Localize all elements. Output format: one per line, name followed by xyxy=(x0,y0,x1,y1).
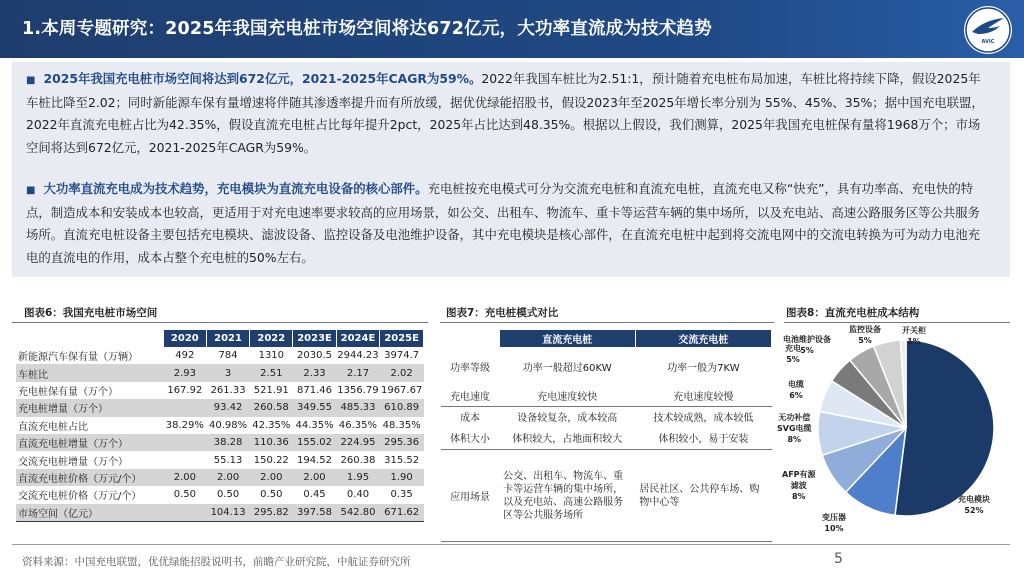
table-row xyxy=(441,407,772,427)
summary-box xyxy=(12,62,1010,277)
table-cell: 0.50 xyxy=(216,489,240,501)
table-cell: 784 xyxy=(218,350,238,362)
pie-label-text: 6% xyxy=(789,391,803,400)
pie-label-1 xyxy=(958,494,990,516)
table-cell: 0.35 xyxy=(390,489,413,501)
table-cell: 2.02 xyxy=(380,364,424,381)
pie-label-text: 电缆 xyxy=(788,380,804,389)
row-label: 体积大小 xyxy=(441,426,499,450)
table-cell: 261.33 xyxy=(210,384,246,396)
table-cell: 485.33 xyxy=(336,399,380,416)
table-row xyxy=(441,450,772,542)
table-cell: 194.52 xyxy=(297,454,333,466)
pie-label-text: 开关柜 xyxy=(902,326,926,335)
pie-label-text: 10% xyxy=(824,524,844,533)
pie-label-3 xyxy=(782,469,816,502)
table-cell: 260.58 xyxy=(250,399,293,416)
table-cell: 2944.23 xyxy=(337,350,379,362)
row-label: 交流充电桩增量（万个） xyxy=(18,456,128,468)
header-bar xyxy=(0,0,1024,58)
pie-label-text: 8% xyxy=(787,435,802,444)
pie-label-text: SVG电缆 xyxy=(777,424,812,433)
table-cell: 2.93 xyxy=(163,364,206,381)
table-cell: 93.42 xyxy=(206,399,249,416)
row-label: 车桩比 xyxy=(16,364,163,381)
row-label: 市场空间（亿元） xyxy=(16,504,163,522)
logo-text: AVIC xyxy=(981,39,995,45)
row-label: 成本 xyxy=(460,413,481,424)
table-cell: 2.51 xyxy=(250,364,293,381)
pie-label-text: 1% xyxy=(907,337,921,346)
table-header-cell: 2024E xyxy=(336,330,380,347)
footer-divider xyxy=(12,544,1010,545)
table-cell: 1.90 xyxy=(380,469,424,486)
pie-label-8 xyxy=(849,324,881,346)
pie-label-2 xyxy=(822,512,846,534)
table-cell: 设备较复杂，成本较高 xyxy=(517,413,618,424)
table-cell: 38.29% xyxy=(165,419,204,431)
pie-label-4 xyxy=(777,412,812,445)
table-cell: 44.35% xyxy=(295,419,334,431)
fig7-title: 图表7：充电桩模式对比 xyxy=(446,307,559,319)
fig8-title: 图表8：直流充电桩成本结构 xyxy=(786,307,920,319)
table-cell: 315.52 xyxy=(384,454,420,466)
table-cell: 349.55 xyxy=(293,399,336,416)
row-label: 功率等级 xyxy=(450,362,491,374)
pie-label-text: 无功补偿 xyxy=(778,413,811,422)
table-cell: 104.13 xyxy=(206,504,249,522)
table-row xyxy=(16,451,424,468)
summary-heading-2: 大功率直流充电成为技术趋势，充电模块为直流充电设备的核心部件。 xyxy=(43,181,428,196)
table-cell: 1.95 xyxy=(336,469,380,486)
summary-paragraph-2 xyxy=(26,178,986,269)
table-header-cell: 2023E xyxy=(293,330,336,347)
row-label: 充电桩保有量（万个） xyxy=(18,386,118,398)
page-number: 5 xyxy=(834,551,843,567)
table-header-cell: 直流充电桩 xyxy=(499,330,635,347)
table-cell: 42.35% xyxy=(252,419,291,431)
row-label: 直流充电桩价格（万元/个） xyxy=(16,469,163,486)
table-header-cell: 2021 xyxy=(206,330,249,347)
pie-label-text: 5% xyxy=(800,346,814,355)
pie-label-text: 电池维护设备 xyxy=(783,335,831,344)
table-cell: 0.45 xyxy=(303,489,326,501)
table-cell: 0.50 xyxy=(260,489,283,501)
table-header-cell: 2020 xyxy=(163,330,206,347)
table-row xyxy=(16,434,424,451)
table-cell: 55.13 xyxy=(213,454,243,466)
page-title: 1.本周专题研究：2025年我国充电桩市场空间将达672亿元，大功率直流成为技术趋势 xyxy=(22,19,712,39)
fig6-divider xyxy=(12,322,428,323)
table-cell: 155.02 xyxy=(293,434,336,451)
table-cell: 671.62 xyxy=(380,504,424,522)
table-cell: 技术较成熟，成本较低 xyxy=(653,413,754,424)
table-cell xyxy=(163,504,206,522)
pie-label-7 xyxy=(783,334,831,356)
table-cell: 521.91 xyxy=(253,384,289,396)
table-cell: 224.95 xyxy=(336,434,380,451)
pie-slice-1 xyxy=(895,340,994,516)
table-row xyxy=(16,486,424,503)
pie-label-9 xyxy=(902,325,926,347)
table-row xyxy=(16,504,424,522)
summary-paragraph-1 xyxy=(26,68,986,159)
table-row xyxy=(441,347,772,385)
avic-wing-icon xyxy=(964,6,1012,54)
pie-label-5 xyxy=(788,379,804,401)
table-cell: 871.46 xyxy=(297,384,333,396)
avic-logo xyxy=(964,6,1012,54)
table-cell: 2.00 xyxy=(163,469,206,486)
row-label: 直流充电桩增量（万个） xyxy=(16,434,163,451)
table-cell: 3 xyxy=(206,364,249,381)
table-header-cell: 2022 xyxy=(250,330,293,347)
pie-label-text: AFP有源 xyxy=(782,470,816,479)
pie-label-text: 变压器 xyxy=(822,513,846,522)
row-label: 新能源汽车保有量（万辆） xyxy=(18,352,138,364)
market-space-table xyxy=(16,330,424,522)
table-row xyxy=(441,426,772,450)
table-cell xyxy=(163,399,206,416)
row-label: 直流充电桩占比 xyxy=(18,421,88,433)
table-cell: 48.35% xyxy=(382,419,421,431)
table-cell xyxy=(163,434,206,451)
table-row xyxy=(16,382,424,399)
table-header-cell xyxy=(441,330,499,347)
pie-label-text: 滤波 xyxy=(790,481,807,490)
table-cell: 居民社区、公共停车场、购物中心等 xyxy=(635,450,771,542)
table-cell: 260.38 xyxy=(340,454,376,466)
summary-heading-1: 2025年我国充电桩市场空间将达到672亿元，2021-2025年CAGR为59%。 xyxy=(43,71,482,86)
table-cell: 3974.7 xyxy=(384,350,420,362)
table-row xyxy=(16,364,424,381)
table-cell: 体积较小，易于安装 xyxy=(635,426,771,450)
pie-label-text: 充电 xyxy=(785,344,801,353)
summary-text-1: 2022年我国车桩比为2.51:1，预计随着充电桩布局加速，车桩比将持续下降，假设2025年车桩比降至2.02；同时新能源车保有量增速将伴随其渗透率提升而有所放缓，据优优绿能招股书，假设2023年至2025年增长率分别为 55%、45%、35%；据中国充电联盟，2022年直流充电桩占比为42.35%，假设直流充电桩占比每年提升2pct，2025年占比达到48.35%。根据以上假设，我们测算，2025年我国充电桩保有量将1968万个；市场空间将达到672亿元，2021-2025年CAGR为59%。 xyxy=(26,71,984,155)
table-cell: 150.22 xyxy=(253,454,289,466)
table-header-cell xyxy=(16,330,163,347)
pie-label-text: 5% xyxy=(786,355,800,364)
row-label: 充电桩增量（万个） xyxy=(16,399,163,416)
table-cell: 0.40 xyxy=(346,489,370,501)
table-cell: 295.36 xyxy=(380,434,424,451)
table-cell: 2.00 xyxy=(293,469,336,486)
pie-label-text: 5% xyxy=(858,336,872,345)
table-row xyxy=(16,347,424,364)
table-header-cell: 2025E xyxy=(380,330,424,347)
fig7-divider xyxy=(440,322,774,323)
pie-label-text: 52% xyxy=(964,506,984,515)
table-cell: 610.89 xyxy=(380,399,424,416)
row-label: 应用场景 xyxy=(441,450,499,542)
table-cell: 542.80 xyxy=(336,504,380,522)
table-cell: 110.36 xyxy=(250,434,293,451)
bullet-square-icon: ■ xyxy=(26,75,36,86)
table-cell: 46.35% xyxy=(338,419,378,431)
table-cell: 充电速度较慢 xyxy=(635,385,771,407)
table-cell: 295.82 xyxy=(250,504,293,522)
table-cell: 2.33 xyxy=(293,364,336,381)
table-cell: 1967.67 xyxy=(380,384,423,396)
table-row xyxy=(16,399,424,416)
fig6-title: 图表6：我国充电桩市场空间 xyxy=(24,307,158,319)
table-cell: 40.98% xyxy=(209,419,248,431)
summary-text-2: 充电桩按充电模式可分为交流充电桩和直流充电桩，直流充电又称“快充”，具有功率高、充电快的特点，制造成本和安装成本也较高，更适用于对充电速率要求较高的应用场景，如公交、出租车、物流车、重卡等运营车辆的集中场所，以及充电站、高速公路服务区等公共服务场所。直流充电桩设备主要包括充电模块、滤波设备、监控设备及电池维护设备，其中充电模块是核心部件，在直流充电桩中起到将交流电网中的交流电转换为可为动力电池充电的直流电的作用，成本占整个充电桩的50%左右。 xyxy=(26,181,981,265)
table-cell: 2.17 xyxy=(336,364,380,381)
table-cell: 2030.5 xyxy=(297,350,333,362)
charging-mode-table xyxy=(441,330,772,542)
table-cell xyxy=(163,451,206,468)
row-label: 交流充电桩价格（万元/个） xyxy=(18,491,142,503)
table-cell: 功率一般超过60KW xyxy=(522,362,612,374)
bullet-square-icon: ■ xyxy=(26,185,36,196)
table-cell: 2.00 xyxy=(250,469,293,486)
table-row xyxy=(16,417,424,434)
table-cell: 167.92 xyxy=(167,384,203,396)
table-row xyxy=(441,385,772,407)
table-cell: 功率一般为7KW xyxy=(667,362,740,374)
table-cell: 体积较大，占地面积较大 xyxy=(499,426,635,450)
table-cell: 492 xyxy=(175,350,195,362)
table-cell: 充电速度较快 xyxy=(499,385,635,407)
table-cell: 38.28 xyxy=(206,434,249,451)
table-header-cell: 交流充电桩 xyxy=(635,330,771,347)
source-note: 资料来源：中国充电联盟，优优绿能招股说明书，前瞻产业研究院，中航证券研究所 xyxy=(22,556,411,568)
table-cell: 2.00 xyxy=(206,469,249,486)
table-row xyxy=(16,469,424,486)
table-cell: 公交、出租车、物流车、重卡等运营车辆的集中场所，以及充电站、高速公路服务区等公共服务场所 xyxy=(499,450,635,542)
table-cell: 1356.79 xyxy=(337,384,379,396)
pie-label-text: 8% xyxy=(791,492,806,501)
fig8-divider xyxy=(784,322,1010,323)
row-label: 充电速度 xyxy=(441,385,499,407)
table-cell: 0.50 xyxy=(173,489,196,501)
table-cell: 1310 xyxy=(258,350,285,362)
pie-label-text: 充电模块 xyxy=(958,495,990,504)
table-cell: 397.58 xyxy=(293,504,336,522)
pie-label-text: 监控设备 xyxy=(849,325,881,334)
